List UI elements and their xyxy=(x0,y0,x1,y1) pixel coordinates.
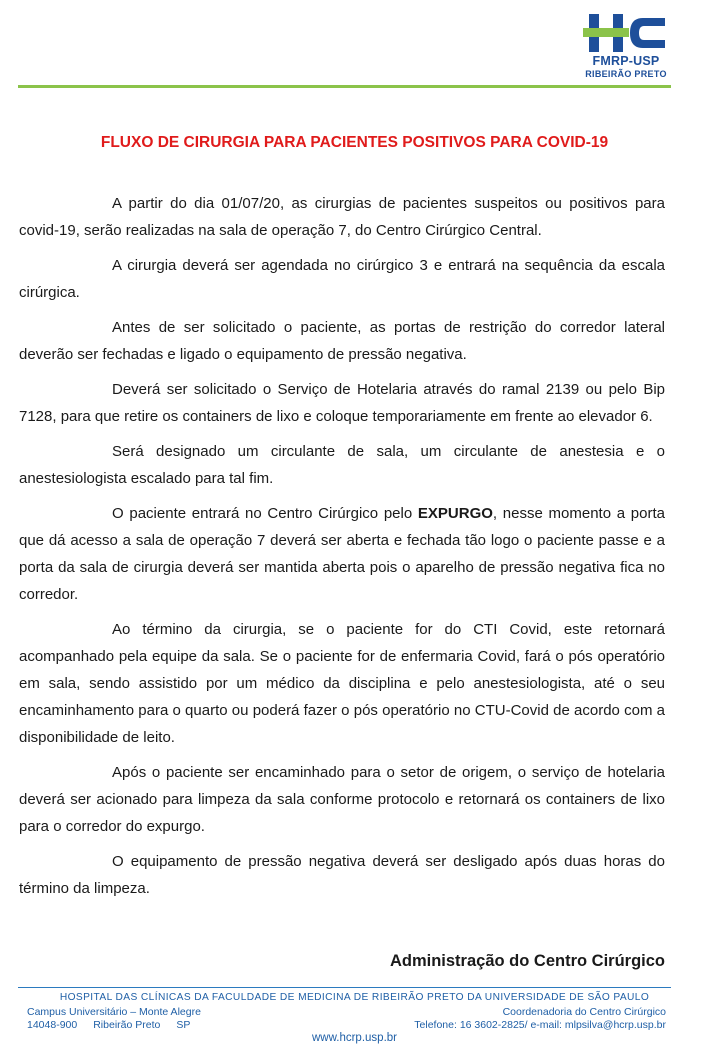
footer-address xyxy=(27,1019,206,1031)
paragraph-7: Ao término da cirurgia, se o paciente for do CTI Covid, este retornará acompanhado pela equipe da sala. Se o paciente for de enfermaria Covid, fará o pós operatório em sala, sendo assistido por um médico da disciplina e pelo anestesiologista, até o seu encaminhamento para o quarto ou poderá fazer o pós operatório no CTU-Covid de acordo com a disponibilidade de leito. xyxy=(19,621,665,746)
paragraph-6 xyxy=(19,500,665,608)
hc-logo-icon xyxy=(583,14,667,54)
footer-state: SP xyxy=(176,1019,191,1031)
paragraph-6-start: O paciente entrará no Centro Cirúrgico pelo xyxy=(112,505,418,522)
footer-institution: HOSPITAL DAS CLÍNICAS DA FACULDADE DE MEDICINA DE RIBEIRÃO PRETO DA UNIVERSIDADE DE SÃO PAULO xyxy=(59,992,650,1003)
expurgo-emphasis: EXPURGO xyxy=(417,505,493,522)
paragraph-9: O equipamento de pressão negativa deverá ser desligado após duas horas do término da limpeza. xyxy=(19,853,665,897)
footer-department: Coordenadoria do Centro Cirúrgico xyxy=(502,1006,666,1018)
paragraph-2: A cirurgia deverá ser agendada no cirúrgico 3 e entrará na sequência da escala cirúrgica. xyxy=(19,257,665,301)
paragraph-6-end: , nesse momento a porta que dá acesso a sala de operação 7 deverá ser aberta e fechada tão logo o paciente passe e a porta da sala de cirurgia deverá ser mantida aberta pois o aparelho de pressão negativa fica no corredor. xyxy=(19,505,665,603)
logo-text-fmrp: FMRP-USP xyxy=(592,54,660,68)
logo-text-city: RIBEIRÃO PRETO xyxy=(585,69,667,79)
paragraph-4: Deverá ser solicitado o Serviço de Hotelaria através do ramal 2139 ou pelo Bip 7128, para que retire os containers de lixo e coloque temporariamente em frente ao elevador 6. xyxy=(19,381,665,425)
document-body xyxy=(19,190,665,910)
hc-logo xyxy=(581,14,671,80)
paragraph-8: Após o paciente ser encaminhado para o setor de origem, o serviço de hotelaria deverá ser acionado para limpeza da sala conforme protocolo e retornará os containers de lixo para o corredor do expurgo. xyxy=(19,764,665,835)
footer-city: Ribeirão Preto xyxy=(93,1019,161,1031)
footer-divider xyxy=(18,987,671,988)
paragraph-1: A partir do dia 01/07/20, as cirurgias de pacientes suspeitos ou positivos para covid-19, serão realizadas na sala de operação 7, do Centro Cirúrgico Central. xyxy=(19,195,665,239)
paragraph-3: Antes de ser solicitado o paciente, as portas de restrição do corredor lateral deverão ser fechadas e ligado o equipamento de pressão negativa. xyxy=(19,319,665,363)
footer-zip: 14048-900 xyxy=(27,1019,78,1031)
footer-contact: Telefone: 16 3602-2825/ e-mail: mlpsilva@hcrp.usp.br xyxy=(414,1019,666,1031)
signature: Administração do Centro Cirúrgico xyxy=(389,952,665,970)
footer-campus: Campus Universitário – Monte Alegre xyxy=(27,1006,201,1018)
paragraph-5: Será designado um circulante de sala, um circulante de anestesia e o anestesiologista escalado para tal fim. xyxy=(19,443,665,487)
document-title: FLUXO DE CIRURGIA PARA PACIENTES POSITIVOS PARA COVID-19 xyxy=(100,134,609,151)
header-divider xyxy=(18,85,671,88)
footer-website-link[interactable]: www.hcrp.usp.br xyxy=(311,1032,397,1044)
